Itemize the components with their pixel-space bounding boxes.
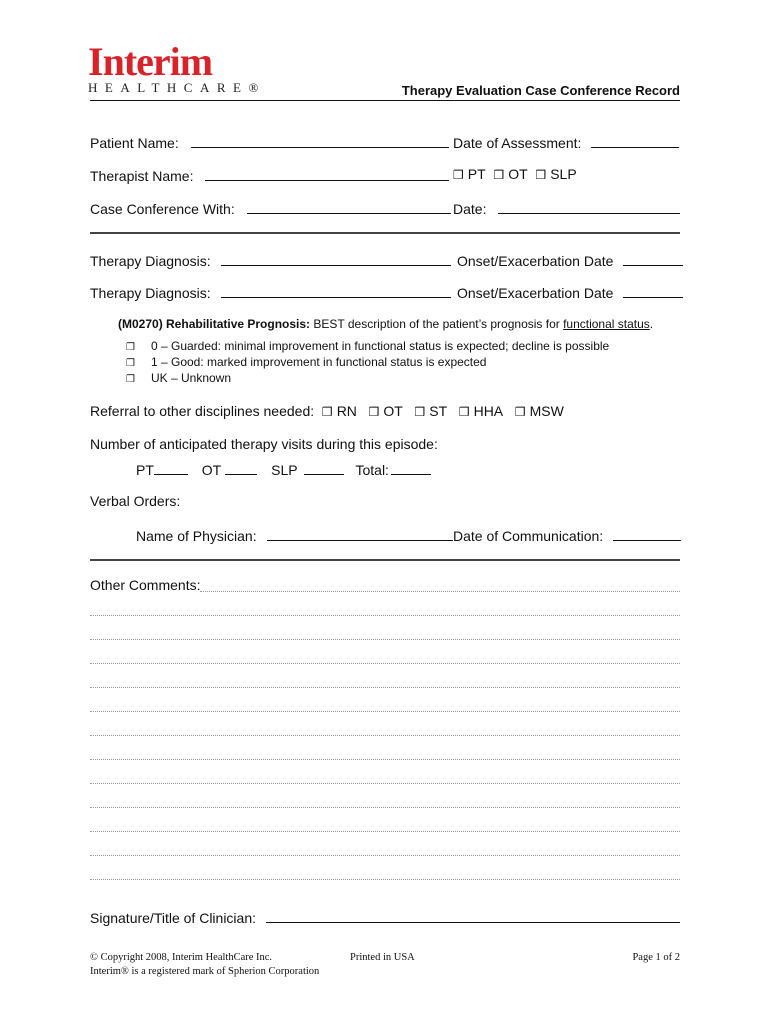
checkbox-icon: ❒ [458,405,470,419]
visits-pt-label: PT [136,462,154,478]
visits-label: Number of anticipated therapy visits during this episode: [90,436,438,452]
prognosis-option[interactable]: ❒ 1 – Good: marked improvement in functional status is expected [126,355,487,369]
checkbox-icon: ❒ [126,374,135,385]
referral-option-hha[interactable]: ❒ HHA [458,403,504,419]
comment-line[interactable] [90,639,680,640]
therapy-diagnosis-label: Therapy Diagnosis: [90,285,211,301]
physician-label: Name of Physician: [136,528,257,544]
date-of-assessment-label: Date of Assessment: [453,135,582,151]
case-conference-field[interactable] [247,199,451,214]
signature-field[interactable] [266,908,680,923]
patient-name-field[interactable] [191,133,449,148]
case-conference-row [90,199,451,217]
onset-date-row [457,251,683,269]
verbal-orders-label: Verbal Orders: [90,493,181,509]
comment-line[interactable] [90,831,680,832]
onset-date-field[interactable] [623,251,683,266]
case-conference-label: Case Conference With: [90,201,235,217]
prognosis-text: BEST description of the patient’s prognosis for [310,317,564,331]
communication-date-label: Date of Communication: [453,528,604,544]
communication-date-row [453,526,681,544]
section-divider [90,232,680,234]
therapy-diagnosis-field[interactable] [221,283,451,298]
physician-field[interactable] [267,526,453,541]
referral-option-msw[interactable]: ❒ MSW [514,403,564,419]
document-title: Therapy Evaluation Case Conference Record [401,83,680,98]
date-field[interactable] [498,199,680,214]
physician-row [136,526,453,544]
therapy-diagnosis-field[interactable] [221,251,451,266]
visits-total-field[interactable] [391,460,431,475]
visits-pt-field[interactable] [154,460,188,475]
prognosis-option[interactable]: ❒ 0 – Guarded: minimal improvement in functional status is expected; decline is possible [126,339,610,353]
checkbox-icon: ❒ [535,168,547,182]
checkbox-icon: ❒ [126,342,135,353]
printed-in-text: Printed in USA [350,952,415,963]
communication-date-field[interactable] [613,526,681,541]
signature-label: Signature/Title of Clinician: [90,910,257,926]
trademark-text: Interim® is a registered mark of Spherion Corporation [90,966,320,977]
comment-line[interactable] [90,735,680,736]
prognosis-heading: (M0270) Rehabilitative Prognosis: BEST description of the patient’s prognosis for functional status. [118,317,654,331]
signature-row [90,908,680,926]
referral-option-rn[interactable]: ❒ RN [321,403,357,419]
therapist-name-label: Therapist Name: [90,168,194,184]
visits-slp-label: SLP [271,462,298,478]
onset-date-row [457,283,683,301]
date-label: Date: [453,201,487,217]
comment-line[interactable] [200,591,680,592]
referral-option-st[interactable]: ❒ ST [414,403,448,419]
prognosis-code: (M0270) Rehabilitative Prognosis: [118,317,311,331]
referral-option-ot[interactable]: ❒ OT [368,403,403,419]
therapist-name-row [90,166,449,184]
onset-date-field[interactable] [623,283,683,298]
option-slp[interactable]: ❒ SLP [535,166,577,182]
visits-total-label: Total: [355,462,389,478]
therapist-name-field[interactable] [205,166,449,181]
visits-row [136,460,431,478]
comment-line[interactable] [90,711,680,712]
company-logo: Interim [88,39,213,84]
checkbox-icon: ❒ [414,405,426,419]
checkbox-icon: ❒ [514,405,526,419]
comment-line[interactable] [90,663,680,664]
patient-name-label: Patient Name: [90,135,179,151]
therapy-diagnosis-row [90,251,451,269]
section-divider [90,559,680,561]
visits-slp-field[interactable] [304,460,344,475]
onset-date-label: Onset/Exacerbation Date [457,253,614,269]
referral-label: Referral to other disciplines needed: [90,403,315,419]
visits-ot-label: OT [201,462,222,478]
date-row [453,199,680,217]
therapist-discipline-options [453,166,577,182]
checkbox-icon: ❒ [493,168,505,182]
other-comments-label: Other Comments: [90,577,201,593]
visits-ot-field[interactable] [225,460,257,475]
checkbox-icon: ❒ [368,405,380,419]
copyright-text: © Copyright 2008, Interim HealthCare Inc. [90,952,273,963]
comment-line[interactable] [90,879,680,880]
comment-line[interactable] [90,759,680,760]
page-number: Page 1 of 2 [632,952,680,963]
date-of-assessment-row [453,133,679,151]
title-divider [90,100,680,101]
company-logo-subtitle: HEALTHCARE® [88,80,266,95]
prognosis-option[interactable]: ❒ UK – Unknown [126,371,232,385]
checkbox-icon: ❒ [126,358,135,369]
checkbox-icon: ❒ [453,168,464,182]
patient-name-row [90,133,449,151]
referral-row [90,403,564,419]
comment-line[interactable] [90,615,680,616]
option-pt[interactable]: ❒ PT [453,166,486,182]
date-of-assessment-field[interactable] [591,133,679,148]
option-ot[interactable]: ❒ OT [493,166,528,182]
onset-date-label: Onset/Exacerbation Date [457,285,614,301]
comment-line[interactable] [90,807,680,808]
therapy-diagnosis-label: Therapy Diagnosis: [90,253,211,269]
comment-line[interactable] [90,783,680,784]
comment-line[interactable] [90,855,680,856]
therapy-diagnosis-row [90,283,451,301]
comment-line[interactable] [90,687,680,688]
checkbox-icon: ❒ [321,405,333,419]
prognosis-underlined: functional status [563,317,650,331]
